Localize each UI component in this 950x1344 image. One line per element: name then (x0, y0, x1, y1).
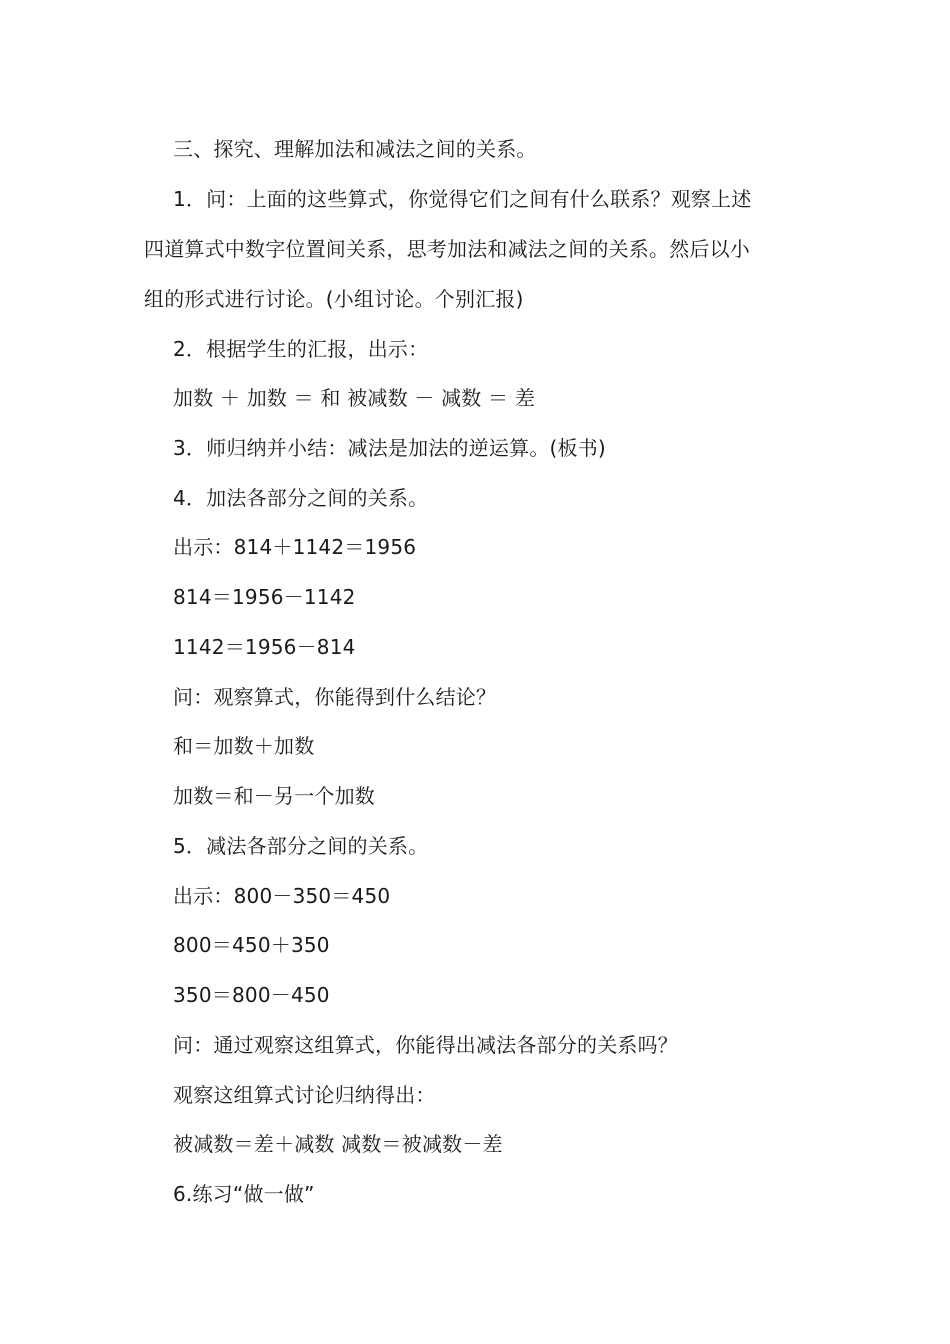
formula-line: 出示：800－350＝450 (173, 884, 391, 908)
paragraph-line: 5．减法各部分之间的关系。 (173, 834, 429, 858)
paragraph-line: 4．加法各部分之间的关系。 (173, 486, 429, 510)
paragraph-line: 2．根据学生的汇报，出示： (173, 337, 429, 361)
formula-line: 加数 ＋ 加数 ＝ 和 被减数 － 减数 ＝ 差 (173, 386, 536, 410)
formula-line: 800＝450＋350 (173, 933, 330, 957)
formula-line: 350＝800－450 (173, 983, 330, 1007)
paragraph-line: 1．问：上面的这些算式，你觉得它们之间有什么联系？观察上述 (173, 187, 752, 211)
paragraph-line: 组的形式进行讨论。(小组讨论。个别汇报) (144, 287, 524, 311)
paragraph-line: 问：观察算式，你能得到什么结论？ (173, 685, 497, 709)
paragraph-line: 6.练习“做一做” (173, 1182, 315, 1206)
paragraph-line: 3．师归纳并小结：减法是加法的逆运算。(板书) (173, 436, 606, 460)
formula-line: 814＝1956－1142 (173, 585, 356, 609)
paragraph-line: 问：通过观察这组算式，你能得出减法各部分的关系吗？ (173, 1033, 678, 1057)
paragraph-line: 观察这组算式讨论归纳得出： (173, 1083, 436, 1107)
formula-line: 出示：814＋1142＝1956 (173, 535, 417, 559)
formula-line: 被减数＝差＋减数 减数＝被减数－差 (173, 1132, 503, 1156)
formula-line: 加数＝和－另一个加数 (173, 784, 375, 808)
section-heading: 三、探究、理解加法和减法之间的关系。 (173, 137, 537, 161)
formula-line: 和＝加数＋加数 (173, 734, 315, 758)
paragraph-line: 四道算式中数字位置间关系，思考加法和减法之间的关系。然后以小 (144, 237, 750, 261)
formula-line: 1142＝1956－814 (173, 635, 356, 659)
